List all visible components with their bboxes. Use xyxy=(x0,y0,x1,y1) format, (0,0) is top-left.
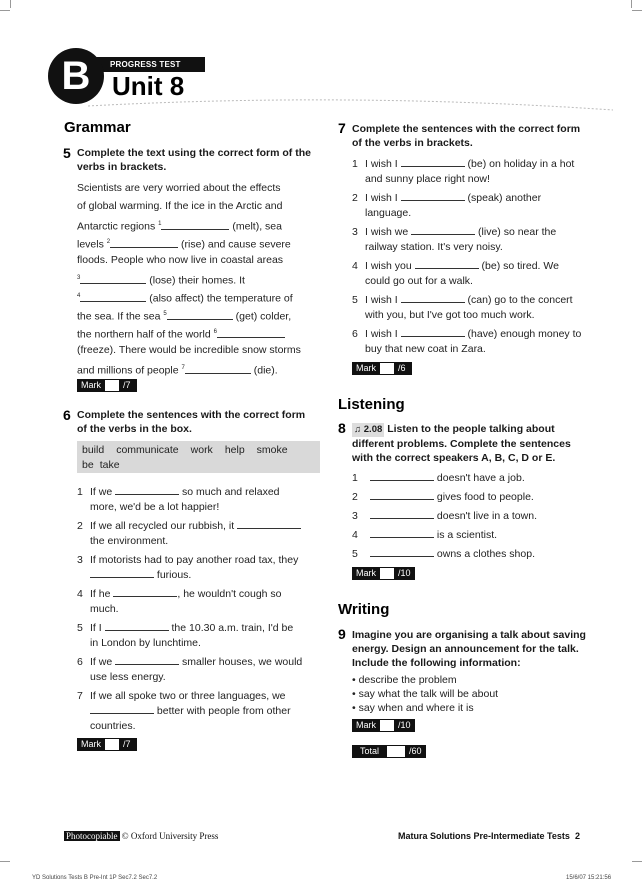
answer-gap[interactable] xyxy=(370,547,434,557)
q6-item-4: 4 If he , he wouldn't cough so much. xyxy=(77,588,282,615)
q8-item-1: 1 doesn't have a job. xyxy=(352,472,525,484)
word-option: help xyxy=(224,444,245,456)
print-timestamp: 15/6/07 15:21:56 xyxy=(566,875,612,881)
answer-gap[interactable] xyxy=(401,191,465,201)
q6-item-5: 5 If I the 10.30 a.m. train, I'd be in London by lunchtime. xyxy=(77,622,294,649)
q8-item-3: 3 doesn't live in a town. xyxy=(352,510,537,522)
crop-mark xyxy=(632,861,642,862)
copyright-line xyxy=(64,831,218,841)
question-8-number: 8 xyxy=(338,420,346,436)
q5-line: Scientists are very worried about the effects xyxy=(77,182,281,194)
answer-gap[interactable] xyxy=(401,327,465,337)
print-slug: YD Solutions Tests B Pre-Int 1P Sec7.2 Sec7.2 xyxy=(32,875,158,881)
listening-heading: Listening xyxy=(338,396,405,413)
q5-line: of global warming. If the ice in the Arctic and xyxy=(77,200,283,212)
photocopiable-tag: Photocopiable xyxy=(66,831,118,841)
q7-item-5: 5 I wish I (can) go to the concert with you, but I've got too much work. xyxy=(352,294,573,321)
question-5-instruction: Complete the text using the correct form of the verbs in brackets. xyxy=(77,147,311,173)
question-9-number: 9 xyxy=(338,626,346,642)
question-5-number: 5 xyxy=(63,145,71,161)
total-score-entry[interactable] xyxy=(387,745,405,758)
score-entry[interactable] xyxy=(105,738,119,751)
q8-item-4: 4 is a scientist. xyxy=(352,529,498,541)
q7-item-2: 2 I wish I (speak) another language. xyxy=(352,192,542,219)
q6-item-2: 2 If we all recycled our rubbish, it the environment. xyxy=(77,519,317,551)
answer-gap[interactable] xyxy=(90,704,154,714)
q9-bullet: • say what the talk will be about xyxy=(352,688,499,700)
q5-line: levels $^2$ (rise) and cause severe xyxy=(77,238,291,251)
answer-gap[interactable] xyxy=(401,293,465,303)
answer-gap[interactable] xyxy=(370,509,434,519)
answer-gap[interactable] xyxy=(217,328,285,338)
score-entry[interactable] xyxy=(105,379,119,392)
answer-gap[interactable] xyxy=(415,259,479,269)
q5-line: Antarctic regions $^1$ (melt), sea xyxy=(77,220,282,233)
word-option: be xyxy=(82,459,94,471)
crop-mark xyxy=(0,10,10,11)
q9-bullet: • say when and where it is xyxy=(352,702,474,714)
question-8-instruction: ♫ 2.08 Listen to the people talking about different problems. Complete the sentences with the correct speakers A, B, C, D or E. xyxy=(352,423,571,464)
q5-line: and millions of people $^7$ (die). xyxy=(77,364,278,377)
question-9-instruction: Imagine you are organising a talk about saving energy. Design an announcement for the talk. Include the following information: xyxy=(352,629,586,669)
verb-word-box xyxy=(77,441,320,473)
score-entry[interactable] xyxy=(380,567,394,580)
q5-line: floods. People who now live in coastal areas xyxy=(77,254,284,266)
publisher: © Oxford University Press xyxy=(121,831,219,841)
test-version-badge: B xyxy=(48,48,104,104)
q5-line: $^4$ (also affect) the temperature of xyxy=(77,292,293,305)
grammar-heading: Grammar xyxy=(64,119,131,136)
q7-item-6: 6 I wish I (have) enough money to buy that new coat in Zara. xyxy=(352,328,582,355)
answer-gap[interactable] xyxy=(411,225,475,235)
answer-gap[interactable] xyxy=(167,310,233,320)
answer-gap[interactable] xyxy=(90,568,154,578)
answer-gap[interactable] xyxy=(113,587,177,597)
answer-gap[interactable] xyxy=(370,471,434,481)
audio-track: ♫ 2.08 xyxy=(354,424,383,435)
question-7-instruction: Complete the sentences with the correct form of the verbs in brackets. xyxy=(352,123,581,149)
writing-heading: Writing xyxy=(338,601,390,618)
question-6-number: 6 xyxy=(63,407,71,423)
word-option: work xyxy=(190,444,213,456)
word-option: take xyxy=(99,459,120,471)
total-score-box: Total /60 xyxy=(352,745,426,758)
answer-gap[interactable] xyxy=(370,528,434,538)
q8-item-2: 2 gives food to people. xyxy=(352,491,534,503)
q7-item-4: 4 I wish you (be) so tired. We could go out for a walk. xyxy=(352,260,559,287)
answer-gap[interactable] xyxy=(105,621,169,631)
word-option: communicate xyxy=(116,444,179,456)
answer-gap[interactable] xyxy=(80,292,146,302)
q7-item-3: 3 I wish we (live) so near the railway station. It's very noisy. xyxy=(352,226,557,253)
answer-gap[interactable] xyxy=(237,519,301,529)
answer-gap[interactable] xyxy=(80,274,146,284)
book-title: Matura Solutions Pre-Intermediate Tests xyxy=(398,831,570,841)
headphones-icon: ♫ xyxy=(354,424,362,435)
question-6-instruction: Complete the sentences with the correct form of the verbs in the box. xyxy=(77,409,306,435)
answer-gap[interactable] xyxy=(161,220,229,230)
question-7-number: 7 xyxy=(338,120,346,136)
page-number: 2 xyxy=(575,831,581,841)
q8-mark-box: Mark /10 xyxy=(352,567,415,580)
crop-mark xyxy=(632,10,642,11)
q9-bullet: • describe the problem xyxy=(352,674,457,686)
q6-item-6: 6 If we smaller houses, we would use less energy. xyxy=(77,656,303,683)
q6-mark-box: Mark /7 xyxy=(77,738,137,751)
progress-test-label: PROGRESS TEST xyxy=(96,57,205,72)
q9-mark-box: Mark /10 xyxy=(352,719,415,732)
crop-mark xyxy=(0,861,10,862)
score-entry[interactable] xyxy=(380,362,394,375)
header-swoosh xyxy=(88,98,613,118)
crop-mark xyxy=(10,0,11,8)
q5-mark-box: Mark /7 xyxy=(77,379,137,392)
unit-title: Unit 8 xyxy=(112,71,185,101)
q6-item-7: 7 If we all spoke two or three languages, we better with people from other countries. xyxy=(77,690,291,732)
answer-gap[interactable] xyxy=(185,364,251,374)
q5-line: (freeze). There would be incredible snow storms xyxy=(77,344,301,356)
word-option: build xyxy=(82,444,105,456)
answer-gap[interactable] xyxy=(115,485,179,495)
answer-gap[interactable] xyxy=(115,655,179,665)
answer-gap[interactable] xyxy=(401,157,465,167)
q7-mark-box: Mark /6 xyxy=(352,362,412,375)
q5-line: the northern half of the world $^6$ xyxy=(77,323,285,344)
q6-item-1: 1 If we so much and relaxed more, we'd be a lot happier! xyxy=(77,486,280,513)
q5-line: the sea. If the sea $^5$ (get) colder, xyxy=(77,310,292,323)
q8-item-5: 5 owns a clothes shop. xyxy=(352,548,535,560)
score-entry[interactable] xyxy=(380,719,394,732)
word-option: smoke xyxy=(256,444,288,456)
crop-mark xyxy=(631,0,632,8)
q7-item-1: 1 I wish I (be) on holiday in a hot and sunny place right now! xyxy=(352,158,575,185)
q6-item-3: 3 If motorists had to pay another road tax, they furious. xyxy=(77,554,299,581)
answer-gap[interactable] xyxy=(370,490,434,500)
q5-line: $^3$ (lose) their homes. It xyxy=(77,274,245,287)
answer-gap[interactable] xyxy=(110,238,178,248)
